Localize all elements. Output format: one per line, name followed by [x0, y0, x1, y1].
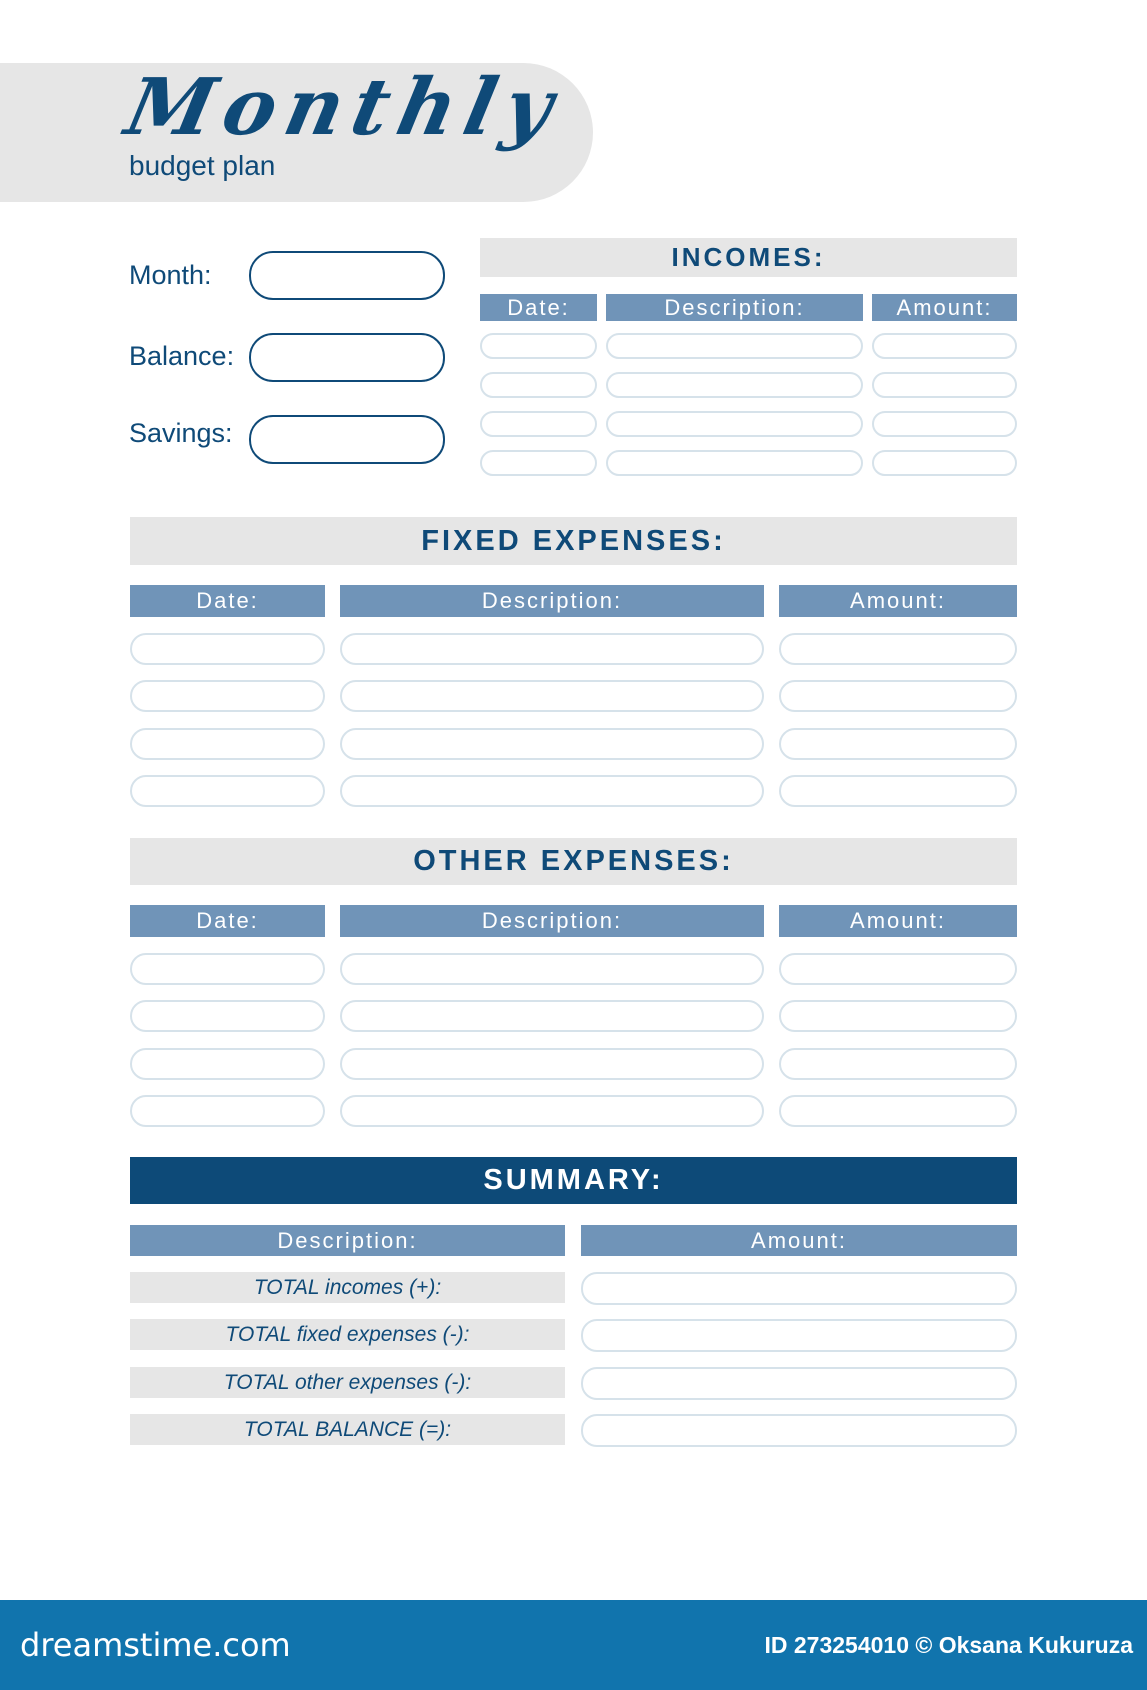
column-header: Amount: — [779, 585, 1017, 617]
summary-label: TOTAL incomes (+): — [130, 1272, 565, 1303]
summary-amount-field[interactable] — [581, 1272, 1017, 1305]
other-expenses-cell[interactable] — [130, 1000, 325, 1032]
summary-amount-field[interactable] — [581, 1414, 1017, 1447]
summary-amount-field[interactable] — [581, 1319, 1017, 1352]
fixed-expenses-cell[interactable] — [130, 633, 325, 665]
fixed-expenses-cell[interactable] — [779, 775, 1017, 807]
incomes-cell[interactable] — [480, 333, 597, 359]
month-label: Month: — [129, 260, 212, 290]
balance-label: Balance: — [129, 341, 235, 371]
other-expenses-cell[interactable] — [340, 1048, 764, 1080]
summary-label: TOTAL other expenses (-): — [130, 1367, 565, 1398]
other-expenses-cell[interactable] — [779, 953, 1017, 985]
fixed-expenses-cell[interactable] — [340, 775, 764, 807]
summary-label: TOTAL fixed expenses (-): — [130, 1319, 565, 1350]
column-header: Amount: — [872, 294, 1017, 321]
page-subtitle: budget plan — [129, 150, 276, 181]
fixed-expenses-cell[interactable] — [130, 728, 325, 760]
other-expenses-cell[interactable] — [340, 1095, 764, 1127]
fixed-expenses-cell[interactable] — [130, 680, 325, 712]
incomes-cell[interactable] — [480, 450, 597, 476]
summary-title: SUMMARY: — [130, 1157, 1017, 1204]
incomes-cell[interactable] — [606, 372, 863, 398]
other-expenses-title: OTHER EXPENSES: — [130, 838, 1017, 885]
column-header: Date: — [480, 294, 597, 321]
incomes-cell[interactable] — [606, 450, 863, 476]
incomes-cell[interactable] — [872, 450, 1017, 476]
savings-field[interactable] — [249, 415, 445, 464]
column-header: Description: — [340, 905, 764, 937]
other-expenses-cell[interactable] — [340, 1000, 764, 1032]
other-expenses-cell[interactable] — [130, 953, 325, 985]
fixed-expenses-cell[interactable] — [340, 633, 764, 665]
summary-amount-field[interactable] — [581, 1367, 1017, 1400]
column-header: Date: — [130, 905, 325, 937]
incomes-cell[interactable] — [872, 411, 1017, 437]
other-expenses-cell[interactable] — [340, 953, 764, 985]
column-header: Amount: — [779, 905, 1017, 937]
summary-label: TOTAL BALANCE (=): — [130, 1414, 565, 1445]
column-header: Description: — [340, 585, 764, 617]
footer-logo: dreamstime.com — [20, 1626, 291, 1664]
incomes-cell[interactable] — [480, 411, 597, 437]
incomes-cell[interactable] — [606, 411, 863, 437]
footer-credit: ID 273254010 © Oksana Kukuruza — [764, 1632, 1133, 1658]
fixed-expenses-cell[interactable] — [340, 680, 764, 712]
other-expenses-cell[interactable] — [779, 1000, 1017, 1032]
fixed-expenses-cell[interactable] — [130, 775, 325, 807]
footer — [0, 1600, 1147, 1690]
column-header: Description: — [606, 294, 863, 321]
fixed-expenses-cell[interactable] — [779, 680, 1017, 712]
incomes-cell[interactable] — [872, 372, 1017, 398]
balance-field[interactable] — [249, 333, 445, 382]
fixed-expenses-cell[interactable] — [779, 633, 1017, 665]
other-expenses-cell[interactable] — [130, 1048, 325, 1080]
column-header: Amount: — [581, 1225, 1017, 1256]
other-expenses-cell[interactable] — [779, 1095, 1017, 1127]
incomes-cell[interactable] — [606, 333, 863, 359]
other-expenses-cell[interactable] — [130, 1095, 325, 1127]
fixed-expenses-title: FIXED EXPENSES: — [130, 517, 1017, 565]
month-field[interactable] — [249, 251, 445, 300]
other-expenses-cell[interactable] — [779, 1048, 1017, 1080]
fixed-expenses-cell[interactable] — [779, 728, 1017, 760]
page-title: Monthly — [118, 62, 571, 153]
column-header: Date: — [130, 585, 325, 617]
savings-label: Savings: — [129, 418, 233, 448]
column-header: Description: — [130, 1225, 565, 1256]
incomes-title: INCOMES: — [480, 238, 1017, 277]
incomes-cell[interactable] — [480, 372, 597, 398]
incomes-cell[interactable] — [872, 333, 1017, 359]
fixed-expenses-cell[interactable] — [340, 728, 764, 760]
